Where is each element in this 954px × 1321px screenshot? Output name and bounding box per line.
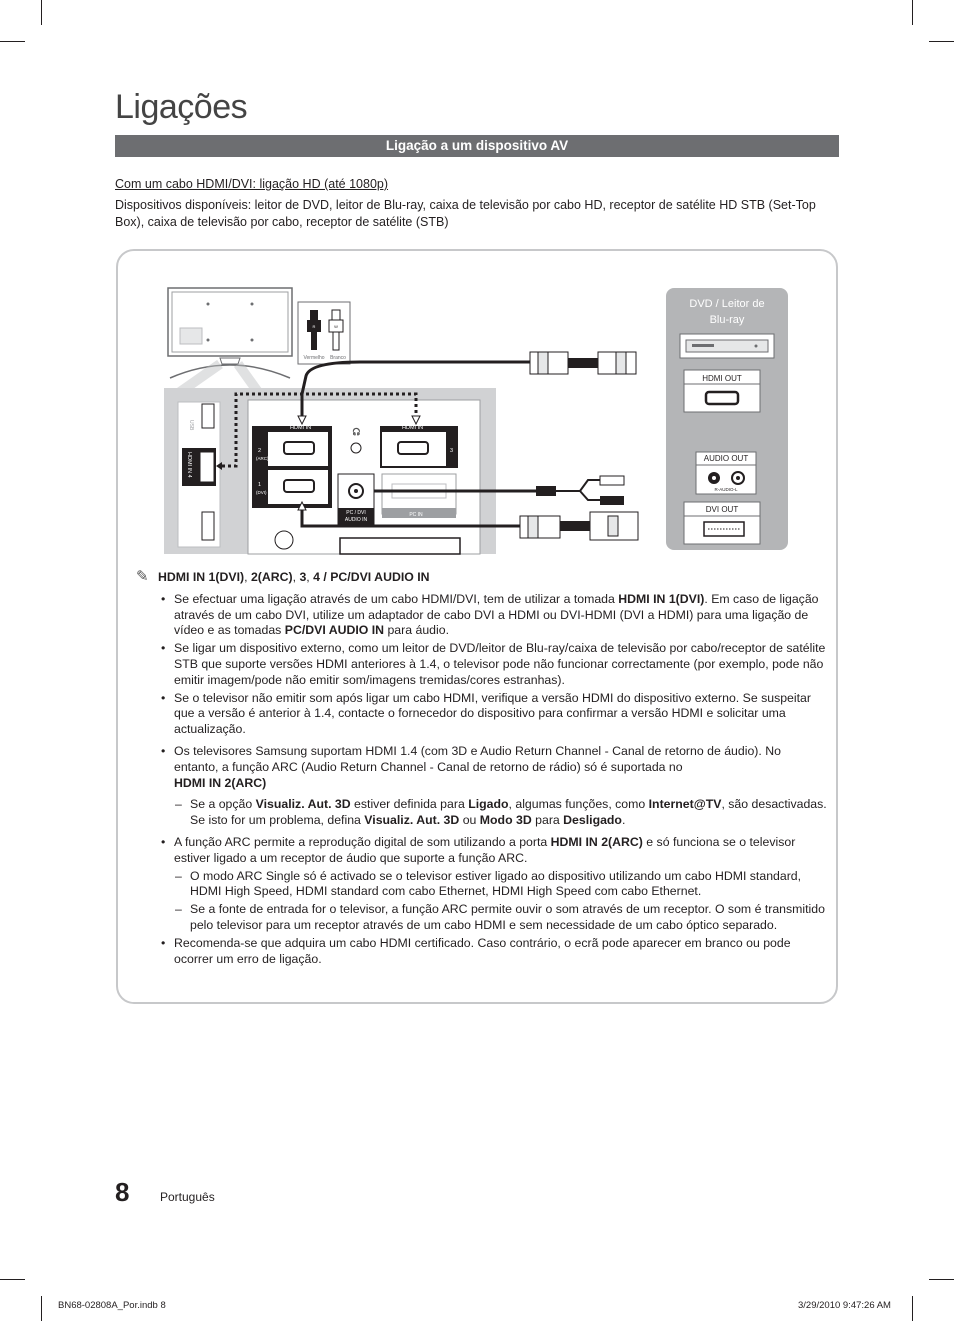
svg-text:🎧: 🎧 (352, 429, 361, 436)
plug-white-label: Branco (330, 355, 346, 361)
pc-dvi-label-1: PC / DVI (346, 510, 366, 516)
plug-w-label: W (334, 324, 338, 329)
plug-r-label: R (312, 324, 316, 329)
audio-sub-label: R-AUDIO-L (714, 487, 738, 492)
sub-list-item: – Se a fonte de entrada for o televisor, a função ARC permite ouvir o som através de um receptor. O som é transmitido pelo televisor para um receptor através de um cabo HDMI e sem necessidade de um cabo óptico separado. (190, 902, 828, 934)
list-item: • Recomenda-se que adquira um cabo HDMI certificado. Caso contrário, o ecrã pode aparecer em branco ou pode ocorrer um erro de ligação. (174, 936, 828, 968)
crop-mark (929, 41, 954, 42)
rca-cable (556, 476, 624, 505)
notes-section (138, 570, 828, 969)
hdmi-in-label-a: HDMI IN (290, 425, 312, 431)
port-1-sub: (DVI) (256, 490, 267, 495)
list-item: • Se efectuar uma ligação através de um cabo HDMI/DVI, tem de utilizar a tomada HDMI IN 1(DVI). Em caso de ligação através de um cabo DVI, utilize um adaptador de cabo DVI a HDMI ou DVI-HDMI (DVI a HDMI) para uma ligação de vídeo e as tomadas PC/DVI AUDIO IN para áudio. (174, 592, 828, 639)
pc-dvi-label-2: AUDIO IN (344, 517, 368, 523)
port-2-sub: (ARC) (256, 456, 269, 461)
note-pencil-icon: ✎ (136, 568, 149, 585)
list-item: • Se ligar um dispositivo externo, como um leitor de DVD/leitor de Blu-ray/caixa de televisão por cabo/receptor de satélite STB que suporte versões HDMI anteriores à 1.4, o televisor pode não funcionar correctamente (por exemplo, pode não emitir imagem/pode não emitir som/imagens tremidas/cores estranhas). (174, 641, 828, 688)
crop-mark (41, 1296, 42, 1321)
connection-diagram (160, 280, 800, 555)
page-title: Ligações (115, 88, 248, 126)
crop-mark (912, 1296, 913, 1321)
sub-list-item: – O modo ARC Single só é activado se o televisor estiver ligado ao dispositivo utilizando um cabo HDMI standard, HDMI High Speed, HDMI standard com cabo Ethernet, HDMI High Speed com cabo Ethernet. (190, 869, 828, 901)
crop-mark (0, 1279, 25, 1280)
hdmi-out-label: HDMI OUT (702, 374, 742, 383)
device-title-1: DVD / Leitor de (689, 298, 765, 310)
note-heading: ✎ HDMI IN 1(DVI), 2(ARC), 3, 4 / PC/DVI AUDIO IN (136, 568, 430, 585)
intro-paragraph: Dispositivos disponíveis: leitor de DVD, leitor de Blu-ray, caixa de televisão por cabo HD, receptor de satélite HD STB (Set-Top Box), caixa de televisão por cabo, receptor de satélite (STB) (115, 198, 816, 229)
footer-timestamp: 3/29/2010 9:47:26 AM (798, 1300, 891, 1311)
device-title-2: Blu-ray (709, 314, 745, 326)
sub-list-item: – Se a opção Visualiz. Aut. 3D estiver definida para Ligado, algumas funções, como Internet@TV, são desactivadas. Se isto for um problema, defina Visualiz. Aut. 3D ou Modo 3D para Desligado. (190, 797, 828, 829)
footer-file-info: BN68-02808A_Por.indb 8 (58, 1300, 166, 1311)
port-2-label: 2 (258, 448, 262, 454)
tv-illustration (168, 288, 292, 392)
svg-text:USB: USB (188, 420, 194, 431)
subsection-heading: Com um cabo HDMI/DVI: ligação HD (até 1080p) (115, 177, 389, 191)
side-hdmi-label: HDMI IN 4 (186, 452, 192, 478)
list-item: • Se o televisor não emitir som após ligar um cabo HDMI, verifique a versão HDMI do dispositivo externo. Se suspeitar que a versão é anterior à 1.4, contacte o fornecedor do dispositivo para confirmar a versão HDMI e solicitar uma actualização. (174, 691, 828, 738)
language-label: Português (160, 1190, 215, 1204)
port-1-label: 1 (258, 482, 262, 488)
hdmi-cable (530, 352, 636, 374)
rca-plugs (298, 302, 350, 364)
dvi-out-label: DVI OUT (705, 505, 739, 514)
crop-mark (912, 0, 913, 25)
list-item: • A função ARC permite a reprodução digital de som utilizando a porta HDMI IN 2(ARC) e só funciona se o televisor estiver ligado a um receptor de áudio que suporte a função ARC. (174, 835, 828, 867)
section-header: Ligação a um dispositivo AV (115, 135, 839, 157)
crop-mark (0, 41, 25, 42)
list-item: • Os televisores Samsung suportam HDMI 1.4 (com 3D e Audio Return Channel - Canal de retorno de áudio). No entanto, a função ARC (Audio Return Channel - Canal de retorno de rádio) só é suportada no HDMI IN 2(ARC) (174, 744, 828, 791)
page-number: 8 (115, 1177, 130, 1207)
dvi-cable (520, 512, 638, 540)
port-3-label: 3 (450, 448, 454, 454)
plug-red-label: Vermelho (303, 355, 325, 361)
audio-out-label: AUDIO OUT (703, 454, 749, 463)
hdmi-in-label-b: HDMI IN (402, 425, 424, 431)
crop-mark (41, 0, 42, 25)
crop-mark (929, 1279, 954, 1280)
pc-in-label: PC IN (409, 512, 423, 518)
